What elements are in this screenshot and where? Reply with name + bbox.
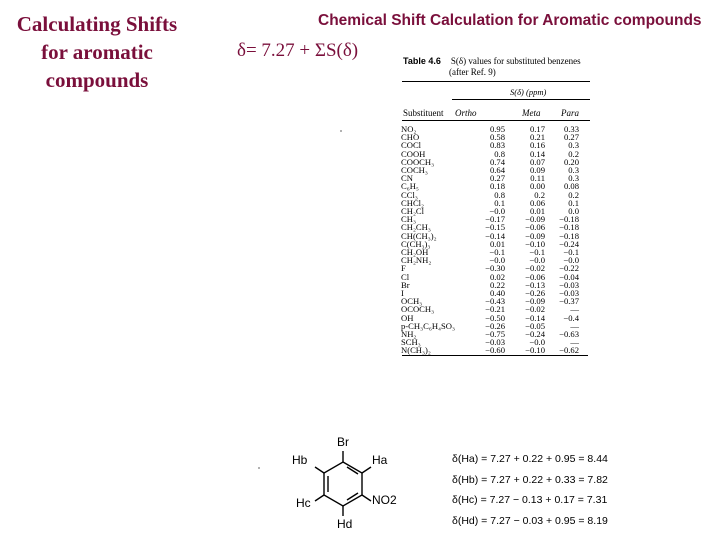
cell-substituent: CH₃ <box>401 214 416 225</box>
cell-substituent: COCH₃ <box>401 165 428 176</box>
cell-para: 0.3 <box>568 165 579 176</box>
cell-substituent: CHCl₂ <box>401 197 425 208</box>
shift-results <box>452 449 608 531</box>
cell-ortho: −0.0 <box>489 255 505 266</box>
cell-ortho: −0.03 <box>485 337 505 348</box>
cell-meta: 0.21 <box>529 132 545 143</box>
cell-meta: 0.07 <box>529 156 545 167</box>
cell-para: −0.24 <box>559 238 579 249</box>
slide-header-title: Chemical Shift Calculation for Aromatic compounds <box>318 12 702 29</box>
cell-meta: −0.06 <box>525 271 545 282</box>
cell-substituent: C₆H₅ <box>401 181 419 192</box>
cell-meta: −0.02 <box>525 263 545 274</box>
cell-meta: 0.00 <box>529 181 545 192</box>
result-ha: δ(Ha) = 7.27 + 0.22 + 0.95 = 8.44 <box>452 453 608 465</box>
cell-para: −0.62 <box>559 345 579 356</box>
column-header-ortho: Ortho <box>455 108 477 118</box>
cell-ortho: 0.58 <box>489 132 505 143</box>
cell-meta: 0.16 <box>529 140 545 151</box>
table-unit-header: S(δ) (ppm) <box>510 87 547 97</box>
cell-para: 0.3 <box>568 173 579 184</box>
shift-table <box>401 125 579 355</box>
cell-ortho: −0.75 <box>485 329 505 340</box>
cell-ortho: 0.64 <box>489 165 505 176</box>
cell-substituent: OCH₃ <box>401 296 423 307</box>
cell-para: −0.18 <box>559 214 579 225</box>
cell-ortho: −0.30 <box>485 263 505 274</box>
cell-meta: −0.06 <box>525 222 545 233</box>
cell-meta: −0.09 <box>525 230 545 241</box>
stray-dot <box>340 130 342 132</box>
cell-substituent: CCl₃ <box>401 189 418 200</box>
cell-meta: −0.1 <box>529 247 545 258</box>
cell-para: 0.20 <box>563 156 579 167</box>
cell-meta: −0.02 <box>525 304 545 315</box>
cell-para: −0.63 <box>559 329 579 340</box>
shift-table-body <box>401 125 579 355</box>
cell-meta: 0.01 <box>529 206 545 217</box>
cell-ortho: −0.1 <box>489 247 505 258</box>
cell-ortho: 0.8 <box>494 189 505 200</box>
cell-ortho: −0.60 <box>485 345 505 356</box>
table-header-rule <box>402 120 590 121</box>
table-caption <box>403 56 581 78</box>
cell-para: −0.37 <box>559 296 579 307</box>
cell-ortho: −0.15 <box>485 222 505 233</box>
cell-substituent: OH <box>401 312 414 323</box>
benzene-ring <box>315 451 371 516</box>
cell-para: −0.4 <box>563 312 579 323</box>
slide-side-title: Calculating Shifts for aromatic compounds <box>16 12 178 92</box>
label-hb: Hb <box>292 453 308 467</box>
cell-substituent: CHO <box>401 132 420 143</box>
cell-ortho: 0.8 <box>494 148 505 159</box>
cell-ortho: 0.1 <box>494 197 505 208</box>
result-hb: δ(Hb) = 7.27 + 0.22 + 0.33 = 7.82 <box>452 473 608 486</box>
cell-substituent: SCH₃ <box>401 337 421 348</box>
cell-ortho: 0.27 <box>489 173 505 184</box>
cell-substituent: CH₂Cl <box>401 206 425 217</box>
cell-ortho: 0.95 <box>489 124 505 134</box>
cell-ortho: −0.43 <box>485 296 505 307</box>
cell-para: 0.0 <box>568 206 579 217</box>
stray-dot <box>258 467 260 469</box>
cell-para: 0.08 <box>563 181 579 192</box>
cell-para: −0.03 <box>559 288 579 299</box>
cell-para: −0.18 <box>559 230 579 241</box>
result-hd: δ(Hd) = 7.27 − 0.03 + 0.95 = 8.19 <box>452 514 608 527</box>
cell-meta: −0.10 <box>525 345 545 356</box>
label-ha: Ha <box>372 453 388 467</box>
cell-para: −0.1 <box>563 247 579 258</box>
cell-substituent: Cl <box>401 271 410 282</box>
cell-para: — <box>570 304 579 315</box>
table-row <box>401 346 579 354</box>
cell-substituent: Br <box>401 279 410 290</box>
cell-meta: 0.17 <box>529 124 545 134</box>
table-caption-line2: (after Ref. 9) <box>449 67 496 77</box>
cell-ortho: 0.74 <box>489 156 505 167</box>
cell-meta: 0.09 <box>529 165 545 176</box>
cell-meta: −0.24 <box>525 329 545 340</box>
label-hd: Hd <box>337 517 353 531</box>
label-hc: Hc <box>296 496 311 510</box>
column-header-meta: Meta <box>522 108 541 118</box>
label-no2: NO2 <box>372 493 397 507</box>
cell-para: −0.04 <box>559 271 579 282</box>
cell-ortho: −0.17 <box>485 214 505 225</box>
cell-substituent: CH₂NH₂ <box>401 255 432 266</box>
table-bottom-rule <box>402 355 588 356</box>
table-number: Table 4.6 <box>403 56 441 66</box>
table-top-rule <box>402 81 590 82</box>
cell-meta: −0.05 <box>525 320 545 331</box>
shift-formula: δ= 7.27 + ΣS(δ) <box>237 40 359 61</box>
cell-substituent: OCOCH₃ <box>401 304 435 315</box>
label-br: Br <box>337 435 349 449</box>
cell-meta: −0.10 <box>525 238 545 249</box>
cell-meta: −0.09 <box>525 214 545 225</box>
cell-meta: −0.09 <box>525 296 545 307</box>
cell-para: 0.2 <box>568 148 579 159</box>
cell-ortho: −0.14 <box>485 230 505 241</box>
table-unit-rule <box>452 99 590 100</box>
table-caption-line1: S(δ) values for substituted benzenes <box>450 56 581 66</box>
cell-meta: −0.26 <box>525 288 545 299</box>
cell-ortho: −0.0 <box>489 206 505 217</box>
cell-substituent: I <box>401 288 404 299</box>
cell-ortho: −0.26 <box>485 320 505 331</box>
table-row <box>401 182 579 190</box>
cell-substituent: NH₂ <box>401 329 417 340</box>
cell-ortho: 0.22 <box>489 279 505 290</box>
table-row <box>401 141 579 149</box>
cell-substituent: CN <box>401 173 413 184</box>
cell-substituent: COOCH₃ <box>401 156 435 167</box>
cell-ortho: 0.18 <box>489 181 505 192</box>
cell-ortho: −0.50 <box>485 312 505 323</box>
result-hc: δ(Hc) = 7.27 − 0.13 + 0.17 = 7.31 <box>452 494 608 506</box>
cell-meta: 0.14 <box>529 148 545 159</box>
cell-meta: 0.11 <box>530 173 545 184</box>
cell-ortho: 0.83 <box>489 140 505 151</box>
cell-substituent: C(CH₃)₃ <box>401 238 431 249</box>
cell-para: −0.0 <box>563 255 579 266</box>
cell-substituent: CH₂CH₃ <box>401 222 431 233</box>
bromonitrobenzene-structure <box>278 432 418 532</box>
cell-meta: −0.0 <box>529 255 545 266</box>
cell-para: 0.27 <box>563 132 579 143</box>
cell-meta: 0.06 <box>529 197 545 208</box>
cell-para: −0.18 <box>559 222 579 233</box>
table-row <box>401 191 579 199</box>
cell-substituent: CH₂OH <box>401 247 429 258</box>
cell-ortho: 0.01 <box>489 238 505 249</box>
cell-meta: −0.14 <box>525 312 545 323</box>
cell-substituent: N(CH₃)₂ <box>401 345 431 356</box>
cell-substituent: COCl <box>401 140 422 151</box>
cell-para: — <box>570 320 579 331</box>
cell-substituent: NO₂ <box>401 124 417 134</box>
cell-ortho: 0.02 <box>489 271 505 282</box>
column-header-para: Para <box>561 108 579 118</box>
cell-para: 0.1 <box>568 197 579 208</box>
column-header-substituent: Substituent <box>403 108 444 118</box>
cell-substituent: CH(CH₃)₂ <box>401 230 437 241</box>
cell-substituent: COOH <box>401 148 426 159</box>
cell-para: −0.03 <box>559 279 579 290</box>
cell-para: 0.2 <box>568 189 579 200</box>
cell-meta: 0.2 <box>534 189 545 200</box>
cell-ortho: −0.21 <box>485 304 505 315</box>
cell-substituent: F <box>401 263 406 274</box>
cell-para: −0.22 <box>559 263 579 274</box>
cell-meta: −0.0 <box>529 337 545 348</box>
cell-ortho: 0.40 <box>489 288 505 299</box>
cell-meta: −0.13 <box>525 279 545 290</box>
cell-para: 0.33 <box>563 124 579 134</box>
cell-para: 0.3 <box>568 140 579 151</box>
cell-substituent: p-CH₃C₆H₄SO₃ <box>401 320 456 331</box>
cell-para: — <box>570 337 579 348</box>
